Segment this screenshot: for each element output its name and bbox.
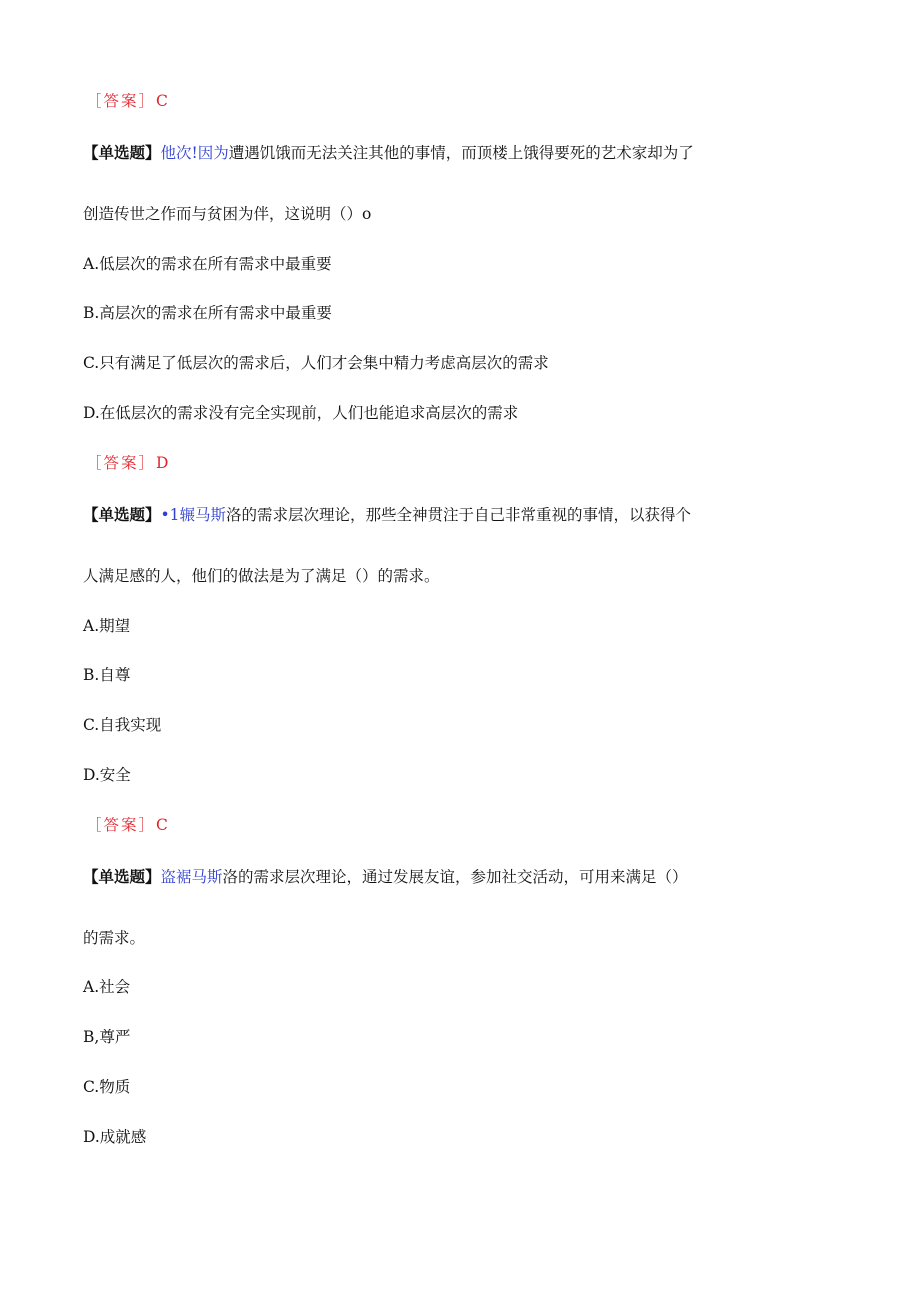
question-type-tag: 【单选题】: [83, 867, 161, 886]
option-a: A.低层次的需求在所有需求中最重要: [83, 255, 332, 273]
question-2-stem-line2: 人满足感的人，他们的做法是为了满足（）的需求。: [83, 567, 440, 585]
option-b: B.高层次的需求在所有需求中最重要: [83, 304, 332, 322]
option-a: A.社会: [83, 978, 131, 996]
option-a: A.期望: [83, 617, 131, 635]
garbled-text: 盗裾马斯: [160, 868, 223, 886]
question-3-stem-line1: [83, 867, 688, 887]
answer-line: ［答案］C: [86, 92, 170, 110]
option-d: D.成就感: [83, 1128, 147, 1146]
option-c: C.物质: [83, 1078, 131, 1096]
option-d: D.安全: [83, 766, 131, 784]
question-1-stem-line2: 创造传世之作而与贫困为伴，这说明（）o: [83, 205, 372, 223]
option-c: C.自我实现: [83, 716, 162, 734]
question-type-tag: 【单选题】: [83, 143, 161, 162]
stem-text: 洛的需求层次理论，那些全神贯注于自己非常重视的事情，以获得个: [226, 506, 692, 524]
question-2-stem-line1: [83, 505, 691, 525]
answer-line: ［答案］C: [86, 816, 170, 834]
option-b: B,尊严: [83, 1028, 131, 1046]
question-1-stem-line1: [83, 143, 694, 163]
question-3-stem-line2: 的需求。: [83, 929, 146, 947]
question-type-tag: 【单选题】: [83, 505, 161, 524]
garbled-text: 他次!因为: [160, 144, 229, 162]
option-b: B.自尊: [83, 666, 131, 684]
option-c: C.只有满足了低层次的需求后，人们才会集中精力考虑高层次的需求: [83, 354, 549, 372]
answer-line: ［答案］D: [86, 454, 171, 472]
garbled-text: •1辗马斯: [160, 506, 227, 524]
stem-text: 洛的需求层次理论，通过发展友谊，参加社交活动，可用来满足（）: [222, 868, 688, 886]
stem-text: 遭遇饥饿而无法关注其他的事情，而顶楼上饿得要死的艺术家却为了: [228, 144, 694, 162]
option-d: D.在低层次的需求没有完全实现前，人们也能追求高层次的需求: [83, 404, 519, 422]
